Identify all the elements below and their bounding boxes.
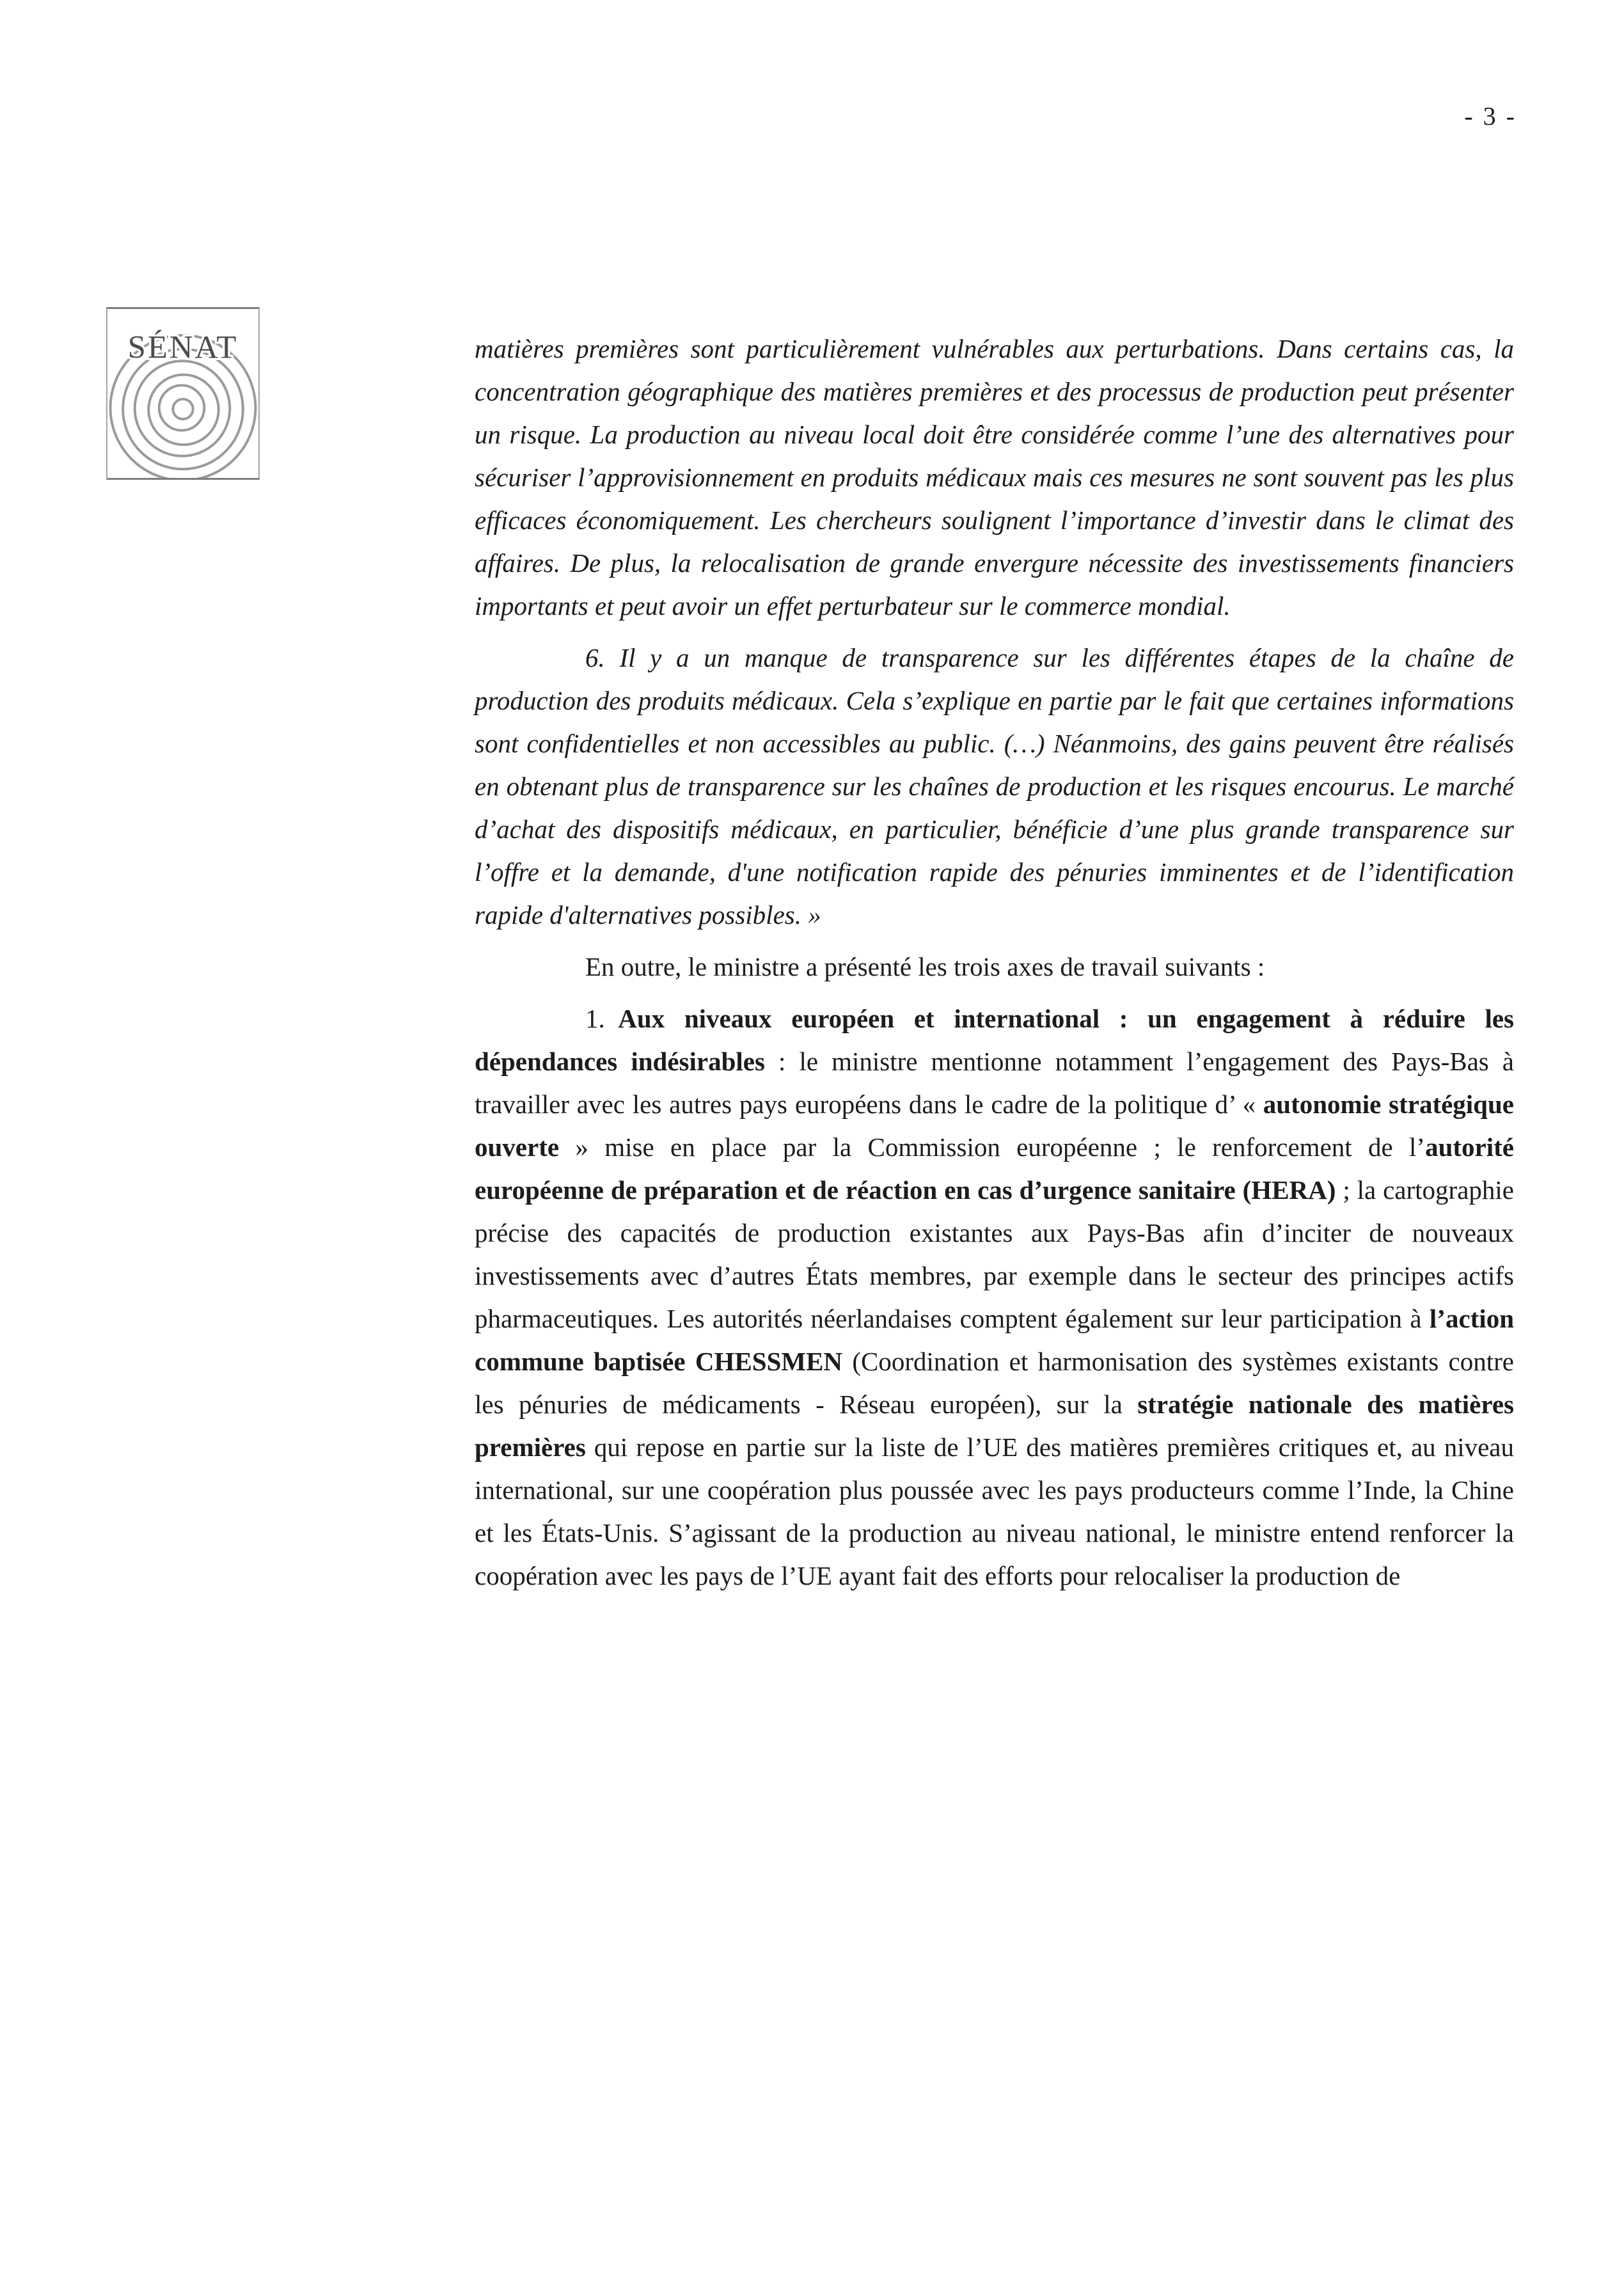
text-run: 1. [585, 1004, 619, 1033]
paragraph [475, 946, 1514, 988]
text-run: ; la cartographie précise des capacités de production existantes aux Pays-Bas afin d’inciter de nouveaux investissements avec d’autres États membres, par exemple dans le secteur des principes actifs pharmaceutiques. Les autorités néerlandaises comptent également sur leur participation à [475, 1175, 1514, 1333]
text-run: matières premières sont particulièrement vulnérables aux perturbations. Dans certains cas, la concentration géographique des matières premières et des processus de production peut présenter un risque. La production au niveau local doit être considérée comme l’une des alternatives pour sécuriser l’approvisionnement en produits médicaux mais ces mesures ne sont souvent pas les plus efficaces économiquement. Les chercheurs soulignent l’importance d’investir dans le climat des affaires. De plus, la relocalisation de grande envergure nécessite des investissements financiers importants et peut avoir un effet perturbateur sur le commerce mondial. [475, 334, 1514, 621]
text-run: (Coordination et harmonisation des systèmes existants contre les pénuries de médicaments - Réseau européen), sur la [475, 1347, 1514, 1419]
senat-logo-graphic [107, 309, 258, 478]
paragraph [475, 328, 1514, 628]
text-run: » mise en place par la Commission européenne ; le renforcement de l’ [559, 1132, 1426, 1162]
text-run: qui repose en partie sur la liste de l’UE des matières premières critiques et, au niveau international, sur une coopération plus poussée avec les pays producteurs comme l’Inde, la Chine et les États-Unis. S’agissant de la production au niveau national, le ministre entend renforcer la coopération avec les pays de l’UE ayant fait des efforts pour relocaliser la production de [475, 1432, 1514, 1590]
senat-logo [106, 307, 260, 480]
text-run-bold: autonomie stratégique ouverte [475, 1089, 1514, 1162]
senat-logo-text: SÉNAT [127, 329, 239, 365]
text-run-bold: Aux niveaux européen et international : un engagement à réduire les dépendances indésirables [475, 1004, 1514, 1076]
text-run-bold: l’action commune baptisée CHESSMEN [475, 1304, 1514, 1376]
text-run: : le ministre mentionne notamment l’engagement des Pays-Bas à travailler avec les autres pays européens dans le cadre de la politique d’ « [475, 1047, 1514, 1119]
text-run-bold: stratégie nationale des matières premières [475, 1390, 1514, 1462]
document-body [475, 328, 1514, 1606]
paragraph [475, 997, 1514, 1597]
text-run-bold: autorité européenne de préparation et de réaction en cas d’urgence sanitaire (HERA) [475, 1132, 1514, 1205]
page-number: - 3 - [1464, 102, 1517, 131]
text-run: 6. Il y a un manque de transparence sur les différentes étapes de la chaîne de production des produits médicaux. Cela s’explique en partie par le fait que certaines informations sont confidentielles et non accessibles au public. (…) Néanmoins, des gains peuvent être réalisés en obtenant plus de transparence sur les chaînes de production et les risques encourus. Le marché d’achat des dispositifs médicaux, en particulier, bénéficie d’une plus grande transparence sur l’offre et la demande, d'une notification rapide des pénuries imminentes et de l’identification rapide d'alternatives possibles. » [475, 643, 1514, 930]
paragraph [475, 637, 1514, 937]
text-run: En outre, le ministre a présenté les trois axes de travail suivants : [585, 952, 1265, 981]
